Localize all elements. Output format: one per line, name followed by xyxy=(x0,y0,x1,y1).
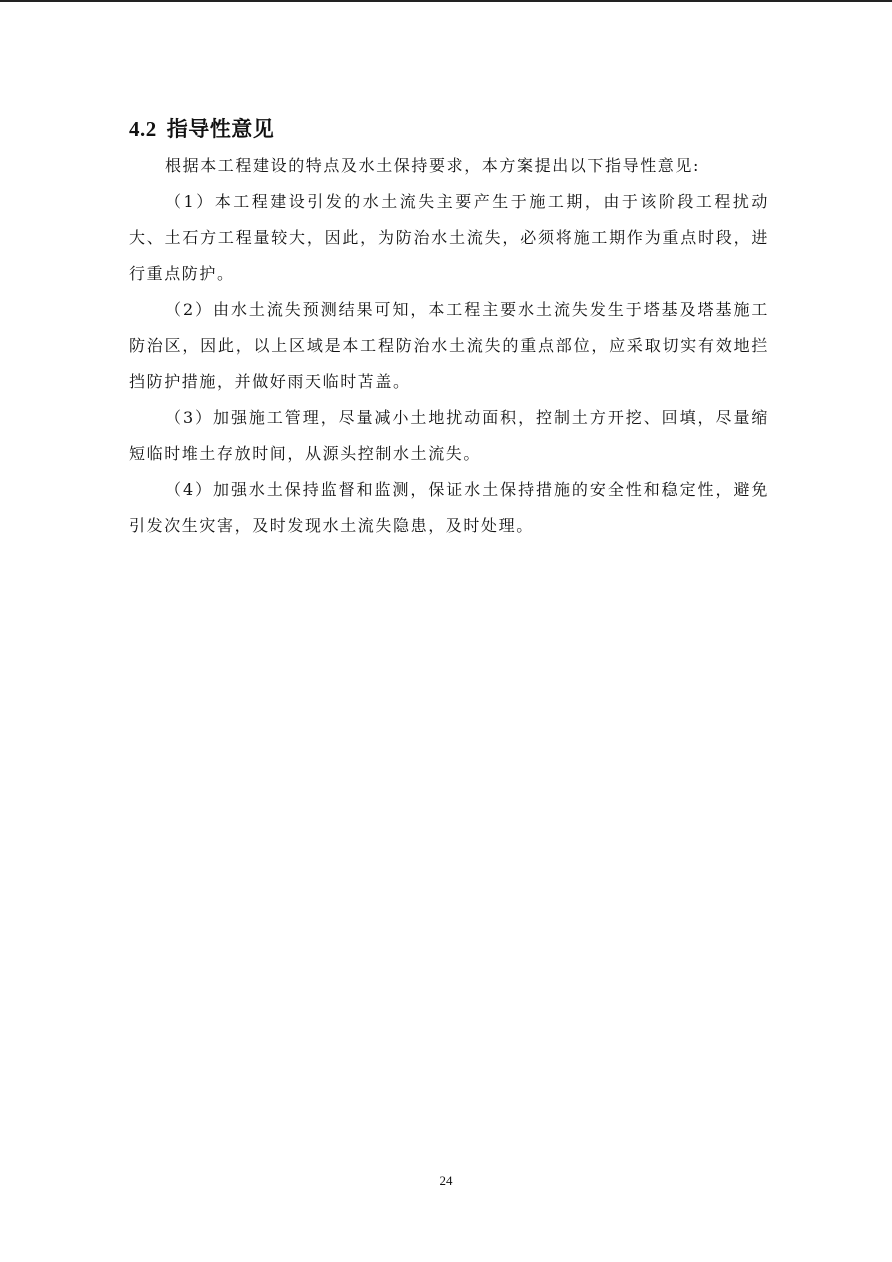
section-heading xyxy=(129,114,274,144)
section-number: 4.2 xyxy=(129,117,157,141)
body-text xyxy=(129,148,769,544)
top-border-line xyxy=(0,0,892,2)
opinion-paragraph-1: （1）本工程建设引发的水土流失主要产生于施工期，由于该阶段工程扰动大、土石方工程量较大，因此，为防治水土流失，必须将施工期作为重点时段，进行重点防护。 xyxy=(129,192,769,283)
opinion-paragraph-3: （3）加强施工管理，尽量减小土地扰动面积，控制土方开挖、回填，尽量缩短临时堆土存放时间，从源头控制水土流失。 xyxy=(129,408,769,463)
page-number: 24 xyxy=(439,1173,453,1188)
opinion-paragraph-4: （4）加强水土保持监督和监测，保证水土保持措施的安全性和稳定性，避免引发次生灾害，及时发现水土流失隐患，及时处理。 xyxy=(129,480,769,535)
opinion-paragraph-2: （2）由水土流失预测结果可知，本工程主要水土流失发生于塔基及塔基施工防治区，因此，以上区域是本工程防治水土流失的重点部位，应采取切实有效地拦挡防护措施，并做好雨天临时苫盖。 xyxy=(129,300,769,391)
intro-paragraph: 根据本工程建设的特点及水土保持要求，本方案提出以下指导性意见: xyxy=(165,156,700,175)
section-title: 指导性意见 xyxy=(166,117,275,141)
